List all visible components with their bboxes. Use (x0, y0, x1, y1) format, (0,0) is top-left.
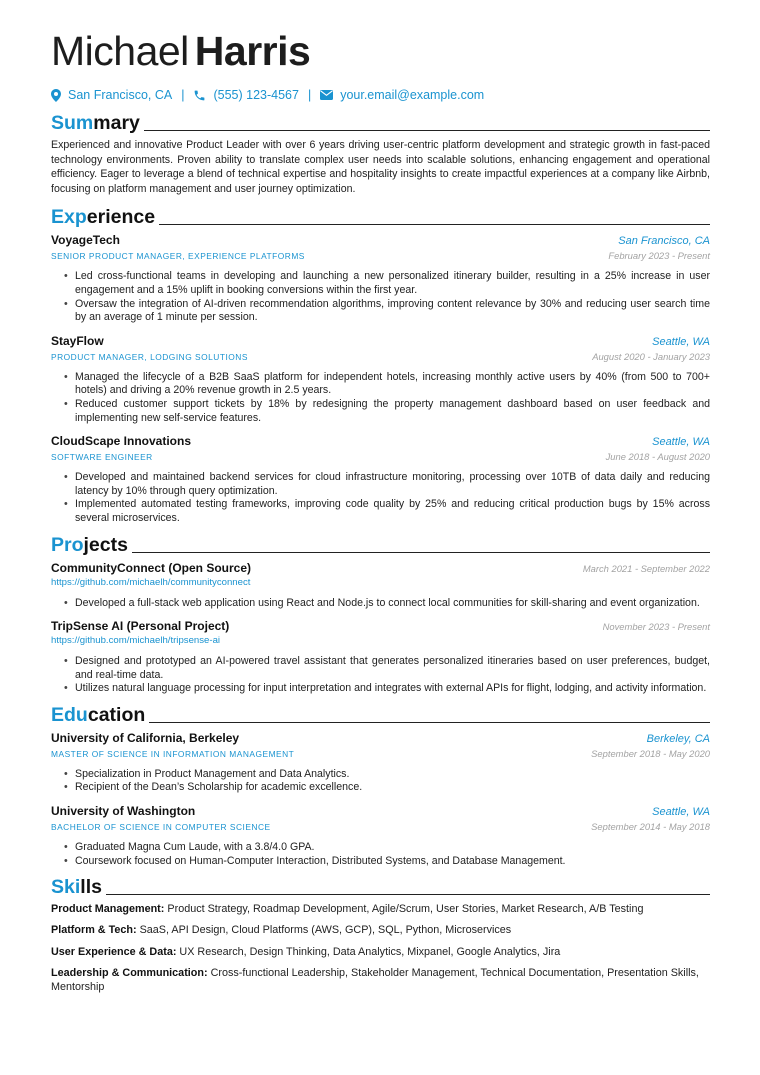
project-dates: November 2023 - Present (602, 621, 710, 633)
skill-value: UX Research, Design Thinking, Data Analytics, Mixpanel, Google Analytics, Jira (179, 945, 561, 958)
section-rule (106, 894, 710, 895)
project-entry (51, 561, 710, 611)
skill-label: User Experience & Data: (51, 945, 177, 958)
bullet-item: • Recipient of the Dean’s Scholarship for academic excellence. (75, 781, 710, 795)
job-dates: June 2018 - August 2020 (605, 451, 710, 463)
bullet-item: • Specialization in Product Management and Data Analytics. (75, 768, 710, 782)
project-link[interactable]: https://github.com/michaelh/communityconnect (51, 576, 251, 588)
section-projects-heading (51, 532, 710, 556)
job-dates: February 2023 - Present (608, 250, 710, 262)
skills-list (51, 902, 710, 994)
last-name: Harris (194, 28, 311, 74)
job-title: SENIOR PRODUCT MANAGER, EXPERIENCE PLATFORMS (51, 251, 305, 262)
bullet-list (51, 371, 710, 425)
bullet-item: • Oversaw the integration of AI-driven recommendation algorithms, improving content relevance by 30% and reducing user search time by an average of 1 minute per session. (75, 298, 710, 325)
education-dates: September 2018 - May 2020 (591, 747, 710, 759)
summary-text: Experienced and innovative Product Leader with over 6 years driving user-centric platform development and strategic growth in fast-paced technology environments. Proven ability to translate complex user needs into scalable solutions, enhancing engagement and operational efficiency. Eager to leverage a blend of technical expertise and hospitality insights to create impactful experiences at a company like Airbnb, focusing on platform management and user journey optimization. (51, 139, 710, 195)
bullet-item: • Led cross-functional teams in developing and launching a new personalized itinerary builder, resulting in a 25% increase in user engagement and a 15% uplift in booking conversions within the first year. (75, 270, 710, 297)
education-entry (51, 731, 710, 795)
resume-name (51, 26, 710, 76)
section-title: Summary (51, 112, 140, 134)
project-entry (51, 619, 710, 696)
bullet-item: • Utilizes natural language processing for input interpretation and integrates with external APIs for flight, lodging, and activity information. (75, 682, 710, 696)
skill-value: Product Strategy, Roadmap Development, Agile/Scrum, User Stories, Market Research, A/B Testing (167, 903, 644, 916)
phone-icon (193, 89, 206, 102)
contact-separator: | (181, 88, 185, 102)
school-name: University of California, Berkeley (51, 730, 240, 745)
bullet-item: • Implemented automated testing frameworks, improving code quality by 25% and reducing critical production bugs by 15% across several microservices. (75, 498, 710, 525)
skill-label: Platform & Tech: (51, 924, 137, 937)
job-title: SOFTWARE ENGINEER (51, 452, 153, 463)
bullet-item: • Developed and maintained backend services for cloud infrastructure monitoring, processing over 10TB of data daily and reducing latency by 10% through query optimization. (75, 471, 710, 498)
bullet-item: • Developed a full-stack web application using React and Node.js to connect local communities for skill-sharing and event organization. (75, 597, 710, 611)
school-location: Seattle, WA (652, 806, 710, 819)
section-summary-heading (51, 110, 710, 134)
project-name: CommunityConnect (Open Source) (51, 560, 252, 575)
section-rule (144, 130, 710, 131)
education-entry (51, 804, 710, 868)
job-location: San Francisco, CA (618, 235, 710, 248)
bullet-list (51, 471, 710, 525)
skill-row (51, 902, 710, 916)
skill-value: Cross-functional Leadership, Stakeholder Management, Technical Documentation, Presentation Skills, Mentorship (51, 966, 699, 994)
section-title: Experience (51, 206, 156, 229)
bullet-item: • Designed and prototyped an AI-powered travel assistant that generates personalized itineraries based on user preferences, budget, and real-time data. (75, 655, 710, 682)
section-experience-heading (51, 204, 710, 228)
bullet-item: • Reduced customer support tickets by 18% by redesigning the property management dashboard based on user feedback and implementing new self-service features. (75, 398, 710, 425)
contact-separator: | (307, 88, 312, 102)
company-name: VoyageTech (51, 233, 120, 248)
section-title: Projects (51, 533, 128, 556)
skill-row (51, 966, 710, 994)
email-text: your.email@example.com (340, 88, 485, 102)
location-text: San Francisco, CA (68, 88, 173, 102)
project-name: TripSense AI (Personal Project) (51, 619, 230, 634)
skill-label: Product Management: (51, 903, 165, 916)
bullet-list (51, 270, 710, 324)
bullet-list (51, 768, 710, 795)
section-skills-heading (51, 874, 710, 898)
experience-list (51, 233, 710, 525)
contact-bar (51, 86, 710, 104)
project-link[interactable]: https://github.com/michaelh/tripsense-ai (51, 635, 221, 647)
degree: BACHELOR OF SCIENCE IN COMPUTER SCIENCE (51, 822, 271, 833)
job-location: Seattle, WA (652, 436, 710, 449)
section-title: Education (51, 703, 146, 726)
school-location: Berkeley, CA (646, 732, 710, 745)
bullet-item: • Managed the lifecycle of a B2B SaaS platform for independent hotels, increasing monthly active users by 40% (from 500 to 700+ hotels) and driving a 20% revenue growth in 2.5 years. (75, 371, 710, 398)
degree: MASTER OF SCIENCE IN INFORMATION MANAGEMENT (51, 748, 295, 759)
section-title: Skills (51, 876, 102, 899)
contact-location (51, 88, 172, 102)
envelope-icon (320, 90, 333, 100)
skill-label: Leadership & Communication: (51, 966, 208, 979)
contact-phone[interactable] (193, 88, 298, 102)
bullet-item: • Coursework focused on Human-Computer Interaction, Distributed Systems, and Database Management. (75, 855, 710, 869)
school-name: University of Washington (51, 804, 196, 819)
skill-row (51, 945, 710, 959)
job-title: PRODUCT MANAGER, LODGING SOLUTIONS (51, 351, 248, 362)
skill-row (51, 923, 710, 937)
first-name: Michael (51, 28, 189, 74)
section-education-heading (51, 702, 710, 726)
experience-entry (51, 233, 710, 324)
job-location: Seattle, WA (652, 335, 710, 348)
bullet-item: • Graduated Magna Cum Laude, with a 3.8/4.0 GPA. (75, 841, 710, 855)
experience-entry (51, 334, 710, 425)
skill-value: SaaS, API Design, Cloud Platforms (AWS, GCP), SQL, Python, Microservices (139, 924, 512, 937)
bullet-list (51, 597, 710, 611)
section-rule (159, 224, 710, 225)
phone-text: (555) 123-4567 (213, 88, 299, 102)
experience-entry (51, 434, 710, 525)
bullet-list (51, 841, 710, 868)
education-list (51, 731, 710, 868)
section-rule (132, 552, 710, 553)
projects-list (51, 561, 710, 696)
map-pin-icon (51, 89, 61, 102)
project-dates: March 2021 - September 2022 (582, 562, 710, 574)
education-dates: September 2014 - May 2018 (591, 821, 710, 833)
company-name: StayFlow (51, 333, 104, 348)
bullet-list (51, 655, 710, 696)
job-dates: August 2020 - January 2023 (592, 350, 710, 362)
company-name: CloudScape Innovations (51, 434, 192, 449)
section-rule (149, 722, 710, 723)
contact-email[interactable] (320, 88, 484, 102)
